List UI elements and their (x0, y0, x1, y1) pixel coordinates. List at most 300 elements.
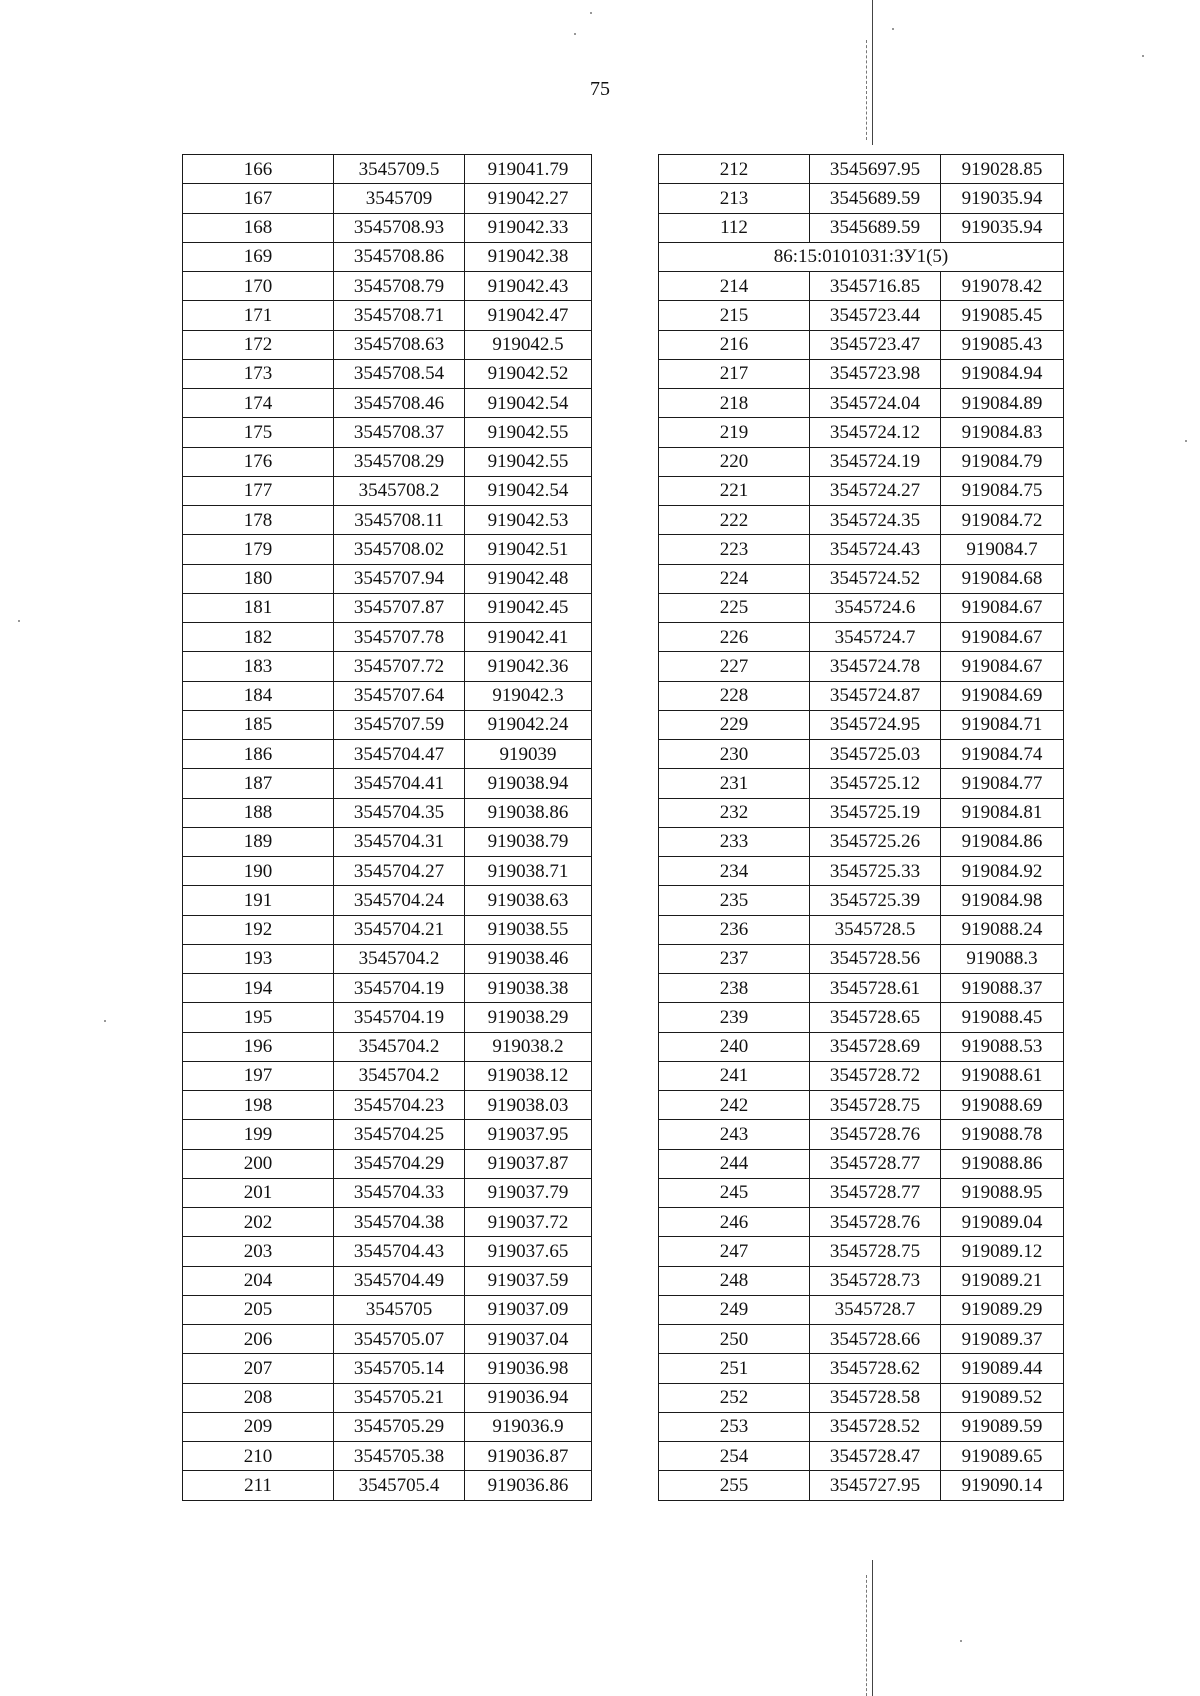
x-coordinate-cell: 3545697.95 (810, 155, 941, 184)
table-row (183, 1061, 592, 1090)
y-coordinate-cell: 919037.09 (465, 1295, 592, 1324)
y-coordinate-cell: 919088.53 (941, 1032, 1064, 1061)
x-coordinate-cell: 3545728.75 (810, 1237, 941, 1266)
y-coordinate-cell: 919088.86 (941, 1149, 1064, 1178)
x-coordinate-cell: 3545724.12 (810, 418, 941, 447)
table-row (183, 242, 592, 271)
table-row (183, 1325, 592, 1354)
x-coordinate-cell: 3545704.31 (334, 827, 465, 856)
table-row (659, 740, 1064, 769)
table-row (659, 476, 1064, 505)
point-number-cell: 181 (183, 593, 334, 622)
table-row (659, 886, 1064, 915)
table-row (183, 1032, 592, 1061)
y-coordinate-cell: 919088.78 (941, 1120, 1064, 1149)
table-row (183, 710, 592, 739)
point-number-cell: 112 (659, 213, 810, 242)
table-row (183, 1091, 592, 1120)
y-coordinate-cell: 919038.55 (465, 915, 592, 944)
y-coordinate-cell: 919038.12 (465, 1061, 592, 1090)
x-coordinate-cell: 3545705.29 (334, 1412, 465, 1441)
point-number-cell: 177 (183, 476, 334, 505)
point-number-cell: 183 (183, 652, 334, 681)
x-coordinate-cell: 3545723.47 (810, 330, 941, 359)
table-row (183, 447, 592, 476)
table-row (183, 564, 592, 593)
table-row (659, 1120, 1064, 1149)
x-coordinate-cell: 3545704.24 (334, 886, 465, 915)
table-row (183, 155, 592, 184)
y-coordinate-cell: 919084.7 (941, 535, 1064, 564)
point-number-cell: 245 (659, 1178, 810, 1207)
point-number-cell: 198 (183, 1091, 334, 1120)
y-coordinate-cell: 919042.55 (465, 447, 592, 476)
point-number-cell: 254 (659, 1442, 810, 1471)
x-coordinate-cell: 3545728.77 (810, 1149, 941, 1178)
table-row (659, 359, 1064, 388)
scan-speck (104, 1020, 106, 1022)
y-coordinate-cell: 919038.03 (465, 1091, 592, 1120)
table-row (659, 272, 1064, 301)
x-coordinate-cell: 3545728.69 (810, 1032, 941, 1061)
y-coordinate-cell: 919084.89 (941, 389, 1064, 418)
point-number-cell: 204 (183, 1266, 334, 1295)
point-number-cell: 222 (659, 506, 810, 535)
table-row (183, 272, 592, 301)
table-row (183, 389, 592, 418)
y-coordinate-cell: 919088.37 (941, 974, 1064, 1003)
point-number-cell: 195 (183, 1003, 334, 1032)
y-coordinate-cell: 919041.79 (465, 155, 592, 184)
point-number-cell: 223 (659, 535, 810, 564)
y-coordinate-cell: 919038.46 (465, 944, 592, 973)
scan-speck (18, 620, 20, 622)
x-coordinate-cell: 3545709 (334, 184, 465, 213)
point-number-cell: 233 (659, 827, 810, 856)
table-row (183, 1442, 592, 1471)
y-coordinate-cell: 919037.59 (465, 1266, 592, 1295)
x-coordinate-cell: 3545728.56 (810, 944, 941, 973)
x-coordinate-cell: 3545728.73 (810, 1266, 941, 1295)
point-number-cell: 176 (183, 447, 334, 476)
point-number-cell: 178 (183, 506, 334, 535)
x-coordinate-cell: 3545707.78 (334, 623, 465, 652)
table-row (183, 915, 592, 944)
y-coordinate-cell: 919038.71 (465, 857, 592, 886)
y-coordinate-cell: 919088.61 (941, 1061, 1064, 1090)
point-number-cell: 185 (183, 710, 334, 739)
point-number-cell: 212 (659, 155, 810, 184)
y-coordinate-cell: 919084.72 (941, 506, 1064, 535)
table-row (183, 593, 592, 622)
y-coordinate-cell: 919084.77 (941, 769, 1064, 798)
scan-speck (590, 12, 592, 14)
y-coordinate-cell: 919088.69 (941, 1091, 1064, 1120)
y-coordinate-cell: 919089.59 (941, 1412, 1064, 1441)
y-coordinate-cell: 919042.51 (465, 535, 592, 564)
table-row (183, 418, 592, 447)
point-number-cell: 213 (659, 184, 810, 213)
table-row (659, 827, 1064, 856)
table-row (183, 652, 592, 681)
y-coordinate-cell: 919038.38 (465, 974, 592, 1003)
point-number-cell: 209 (183, 1412, 334, 1441)
point-number-cell: 255 (659, 1471, 810, 1500)
point-number-cell: 205 (183, 1295, 334, 1324)
x-coordinate-cell: 3545723.44 (810, 301, 941, 330)
table-row (183, 1383, 592, 1412)
point-number-cell: 227 (659, 652, 810, 681)
y-coordinate-cell: 919038.29 (465, 1003, 592, 1032)
table-row (659, 710, 1064, 739)
table-row (659, 1471, 1064, 1500)
point-number-cell: 225 (659, 593, 810, 622)
point-number-cell: 241 (659, 1061, 810, 1090)
point-number-cell: 174 (183, 389, 334, 418)
table-row (659, 155, 1064, 184)
y-coordinate-cell: 919037.65 (465, 1237, 592, 1266)
table-row (183, 476, 592, 505)
scan-edge-line (866, 40, 867, 140)
y-coordinate-cell: 919084.67 (941, 623, 1064, 652)
y-coordinate-cell: 919042.48 (465, 564, 592, 593)
table-row (659, 974, 1064, 1003)
x-coordinate-cell: 3545724.52 (810, 564, 941, 593)
point-number-cell: 244 (659, 1149, 810, 1178)
x-coordinate-cell: 3545704.43 (334, 1237, 465, 1266)
y-coordinate-cell: 919084.69 (941, 681, 1064, 710)
x-coordinate-cell: 3545728.47 (810, 1442, 941, 1471)
y-coordinate-cell: 919028.85 (941, 155, 1064, 184)
point-number-cell: 253 (659, 1412, 810, 1441)
table-row (659, 1061, 1064, 1090)
table-row (183, 1412, 592, 1441)
x-coordinate-cell: 3545704.2 (334, 1032, 465, 1061)
parcel-section-label: 86:15:0101031:ЗУ1(5) (659, 242, 1064, 271)
x-coordinate-cell: 3545724.19 (810, 447, 941, 476)
y-coordinate-cell: 919042.53 (465, 506, 592, 535)
table-row (659, 857, 1064, 886)
x-coordinate-cell: 3545707.94 (334, 564, 465, 593)
x-coordinate-cell: 3545705.14 (334, 1354, 465, 1383)
table-row (659, 652, 1064, 681)
table-row (183, 886, 592, 915)
y-coordinate-cell: 919036.87 (465, 1442, 592, 1471)
y-coordinate-cell: 919042.38 (465, 242, 592, 271)
x-coordinate-cell: 3545728.72 (810, 1061, 941, 1090)
x-coordinate-cell: 3545707.87 (334, 593, 465, 622)
y-coordinate-cell: 919084.86 (941, 827, 1064, 856)
point-number-cell: 240 (659, 1032, 810, 1061)
x-coordinate-cell: 3545705.07 (334, 1325, 465, 1354)
point-number-cell: 168 (183, 213, 334, 242)
point-number-cell: 172 (183, 330, 334, 359)
point-number-cell: 231 (659, 769, 810, 798)
y-coordinate-cell: 919089.52 (941, 1383, 1064, 1412)
table-row (659, 1208, 1064, 1237)
y-coordinate-cell: 919089.44 (941, 1354, 1064, 1383)
table-row (659, 184, 1064, 213)
y-coordinate-cell: 919042.54 (465, 389, 592, 418)
point-number-cell: 238 (659, 974, 810, 1003)
point-number-cell: 207 (183, 1354, 334, 1383)
table-row (659, 1325, 1064, 1354)
table-row (659, 418, 1064, 447)
y-coordinate-cell: 919084.75 (941, 476, 1064, 505)
y-coordinate-cell: 919038.94 (465, 769, 592, 798)
table-row (659, 681, 1064, 710)
scan-speck (574, 33, 576, 35)
coordinates-table-right (658, 154, 1064, 1501)
x-coordinate-cell: 3545709.5 (334, 155, 465, 184)
x-coordinate-cell: 3545704.49 (334, 1266, 465, 1295)
point-number-cell: 251 (659, 1354, 810, 1383)
table-row (659, 1442, 1064, 1471)
x-coordinate-cell: 3545724.43 (810, 535, 941, 564)
table-row (659, 447, 1064, 476)
point-number-cell: 175 (183, 418, 334, 447)
point-number-cell: 229 (659, 710, 810, 739)
y-coordinate-cell: 919078.42 (941, 272, 1064, 301)
point-number-cell: 196 (183, 1032, 334, 1061)
point-number-cell: 201 (183, 1178, 334, 1207)
scan-speck (892, 28, 894, 30)
y-coordinate-cell: 919037.87 (465, 1149, 592, 1178)
table-row (183, 184, 592, 213)
point-number-cell: 170 (183, 272, 334, 301)
x-coordinate-cell: 3545708.02 (334, 535, 465, 564)
point-number-cell: 221 (659, 476, 810, 505)
x-coordinate-cell: 3545708.11 (334, 506, 465, 535)
point-number-cell: 235 (659, 886, 810, 915)
x-coordinate-cell: 3545704.19 (334, 1003, 465, 1032)
point-number-cell: 206 (183, 1325, 334, 1354)
y-coordinate-cell: 919084.83 (941, 418, 1064, 447)
point-number-cell: 187 (183, 769, 334, 798)
table-row (183, 301, 592, 330)
point-number-cell: 193 (183, 944, 334, 973)
x-coordinate-cell: 3545704.27 (334, 857, 465, 886)
x-coordinate-cell: 3545708.37 (334, 418, 465, 447)
table-row (183, 974, 592, 1003)
table-row (659, 915, 1064, 944)
y-coordinate-cell: 919089.12 (941, 1237, 1064, 1266)
x-coordinate-cell: 3545689.59 (810, 213, 941, 242)
y-coordinate-cell: 919088.24 (941, 915, 1064, 944)
x-coordinate-cell: 3545728.65 (810, 1003, 941, 1032)
x-coordinate-cell: 3545728.62 (810, 1354, 941, 1383)
scan-speck (1185, 440, 1187, 442)
y-coordinate-cell: 919038.86 (465, 798, 592, 827)
x-coordinate-cell: 3545707.72 (334, 652, 465, 681)
x-coordinate-cell: 3545728.58 (810, 1383, 941, 1412)
table-row (659, 535, 1064, 564)
table-row (183, 359, 592, 388)
point-number-cell: 211 (183, 1471, 334, 1500)
point-number-cell: 242 (659, 1091, 810, 1120)
point-number-cell: 247 (659, 1237, 810, 1266)
x-coordinate-cell: 3545707.64 (334, 681, 465, 710)
table-row (659, 389, 1064, 418)
x-coordinate-cell: 3545708.71 (334, 301, 465, 330)
point-number-cell: 179 (183, 535, 334, 564)
table-row (659, 769, 1064, 798)
x-coordinate-cell: 3545724.95 (810, 710, 941, 739)
y-coordinate-cell: 919088.3 (941, 944, 1064, 973)
point-number-cell: 228 (659, 681, 810, 710)
x-coordinate-cell: 3545704.33 (334, 1178, 465, 1207)
y-coordinate-cell: 919038.2 (465, 1032, 592, 1061)
y-coordinate-cell: 919042.3 (465, 681, 592, 710)
table-row (659, 1003, 1064, 1032)
point-number-cell: 210 (183, 1442, 334, 1471)
point-number-cell: 203 (183, 1237, 334, 1266)
y-coordinate-cell: 919089.29 (941, 1295, 1064, 1324)
table-row (659, 506, 1064, 535)
point-number-cell: 192 (183, 915, 334, 944)
table-row (659, 1266, 1064, 1295)
x-coordinate-cell: 3545704.2 (334, 944, 465, 973)
x-coordinate-cell: 3545704.2 (334, 1061, 465, 1090)
point-number-cell: 189 (183, 827, 334, 856)
y-coordinate-cell: 919042.54 (465, 476, 592, 505)
table-row (183, 1120, 592, 1149)
y-coordinate-cell: 919084.81 (941, 798, 1064, 827)
table-row (659, 301, 1064, 330)
point-number-cell: 190 (183, 857, 334, 886)
x-coordinate-cell: 3545705.38 (334, 1442, 465, 1471)
x-coordinate-cell: 3545704.19 (334, 974, 465, 1003)
x-coordinate-cell: 3545724.04 (810, 389, 941, 418)
table-row (659, 1237, 1064, 1266)
table-row (183, 213, 592, 242)
y-coordinate-cell: 919085.45 (941, 301, 1064, 330)
x-coordinate-cell: 3545707.59 (334, 710, 465, 739)
point-number-cell: 252 (659, 1383, 810, 1412)
table-row (183, 827, 592, 856)
page-number: 75 (590, 78, 610, 100)
table-row (183, 857, 592, 886)
x-coordinate-cell: 3545708.46 (334, 389, 465, 418)
table-row (183, 330, 592, 359)
x-coordinate-cell: 3545724.6 (810, 593, 941, 622)
point-number-cell: 219 (659, 418, 810, 447)
table-row (183, 506, 592, 535)
x-coordinate-cell: 3545725.12 (810, 769, 941, 798)
x-coordinate-cell: 3545728.77 (810, 1178, 941, 1207)
point-number-cell: 199 (183, 1120, 334, 1149)
table-row (183, 1266, 592, 1295)
table-row (659, 1295, 1064, 1324)
scan-edge-line (872, 0, 873, 145)
table-row (659, 1032, 1064, 1061)
coordinates-table-left (182, 154, 592, 1501)
table-row (659, 798, 1064, 827)
y-coordinate-cell: 919039 (465, 740, 592, 769)
table-row (183, 1237, 592, 1266)
point-number-cell: 191 (183, 886, 334, 915)
y-coordinate-cell: 919037.04 (465, 1325, 592, 1354)
y-coordinate-cell: 919084.94 (941, 359, 1064, 388)
y-coordinate-cell: 919042.43 (465, 272, 592, 301)
y-coordinate-cell: 919042.36 (465, 652, 592, 681)
x-coordinate-cell: 3545704.47 (334, 740, 465, 769)
table-row (183, 535, 592, 564)
point-number-cell: 234 (659, 857, 810, 886)
x-coordinate-cell: 3545704.35 (334, 798, 465, 827)
point-number-cell: 166 (183, 155, 334, 184)
point-number-cell: 248 (659, 1266, 810, 1295)
table-row (659, 623, 1064, 652)
point-number-cell: 220 (659, 447, 810, 476)
point-number-cell: 200 (183, 1149, 334, 1178)
x-coordinate-cell: 3545689.59 (810, 184, 941, 213)
table-row (183, 681, 592, 710)
x-coordinate-cell: 3545708.93 (334, 213, 465, 242)
x-coordinate-cell: 3545704.23 (334, 1091, 465, 1120)
x-coordinate-cell: 3545725.26 (810, 827, 941, 856)
y-coordinate-cell: 919042.41 (465, 623, 592, 652)
table-row (659, 1354, 1064, 1383)
table-row (659, 593, 1064, 622)
x-coordinate-cell: 3545728.52 (810, 1412, 941, 1441)
point-number-cell: 236 (659, 915, 810, 944)
table-row (183, 769, 592, 798)
point-number-cell: 246 (659, 1208, 810, 1237)
y-coordinate-cell: 919084.67 (941, 652, 1064, 681)
x-coordinate-cell: 3545708.54 (334, 359, 465, 388)
table-row (659, 330, 1064, 359)
table-row (183, 1471, 592, 1500)
y-coordinate-cell: 919037.72 (465, 1208, 592, 1237)
x-coordinate-cell: 3545704.41 (334, 769, 465, 798)
table-row (659, 1412, 1064, 1441)
scan-edge-line (866, 1575, 867, 1696)
x-coordinate-cell: 3545724.35 (810, 506, 941, 535)
table-row (183, 1149, 592, 1178)
x-coordinate-cell: 3545724.27 (810, 476, 941, 505)
point-number-cell: 218 (659, 389, 810, 418)
table-row (183, 1003, 592, 1032)
y-coordinate-cell: 919084.74 (941, 740, 1064, 769)
scan-speck (1142, 55, 1144, 57)
point-number-cell: 230 (659, 740, 810, 769)
y-coordinate-cell: 919088.45 (941, 1003, 1064, 1032)
point-number-cell: 202 (183, 1208, 334, 1237)
point-number-cell: 186 (183, 740, 334, 769)
x-coordinate-cell: 3545705 (334, 1295, 465, 1324)
y-coordinate-cell: 919089.65 (941, 1442, 1064, 1471)
table-row (183, 1178, 592, 1207)
table-row (659, 1178, 1064, 1207)
table-row (659, 213, 1064, 242)
x-coordinate-cell: 3545728.7 (810, 1295, 941, 1324)
point-number-cell: 182 (183, 623, 334, 652)
x-coordinate-cell: 3545728.76 (810, 1208, 941, 1237)
point-number-cell: 224 (659, 564, 810, 593)
x-coordinate-cell: 3545725.03 (810, 740, 941, 769)
point-number-cell: 169 (183, 242, 334, 271)
scan-speck (960, 1640, 962, 1642)
point-number-cell: 217 (659, 359, 810, 388)
x-coordinate-cell: 3545704.38 (334, 1208, 465, 1237)
x-coordinate-cell: 3545728.66 (810, 1325, 941, 1354)
y-coordinate-cell: 919037.95 (465, 1120, 592, 1149)
y-coordinate-cell: 919084.67 (941, 593, 1064, 622)
point-number-cell: 214 (659, 272, 810, 301)
table-row (183, 798, 592, 827)
table-row (183, 740, 592, 769)
